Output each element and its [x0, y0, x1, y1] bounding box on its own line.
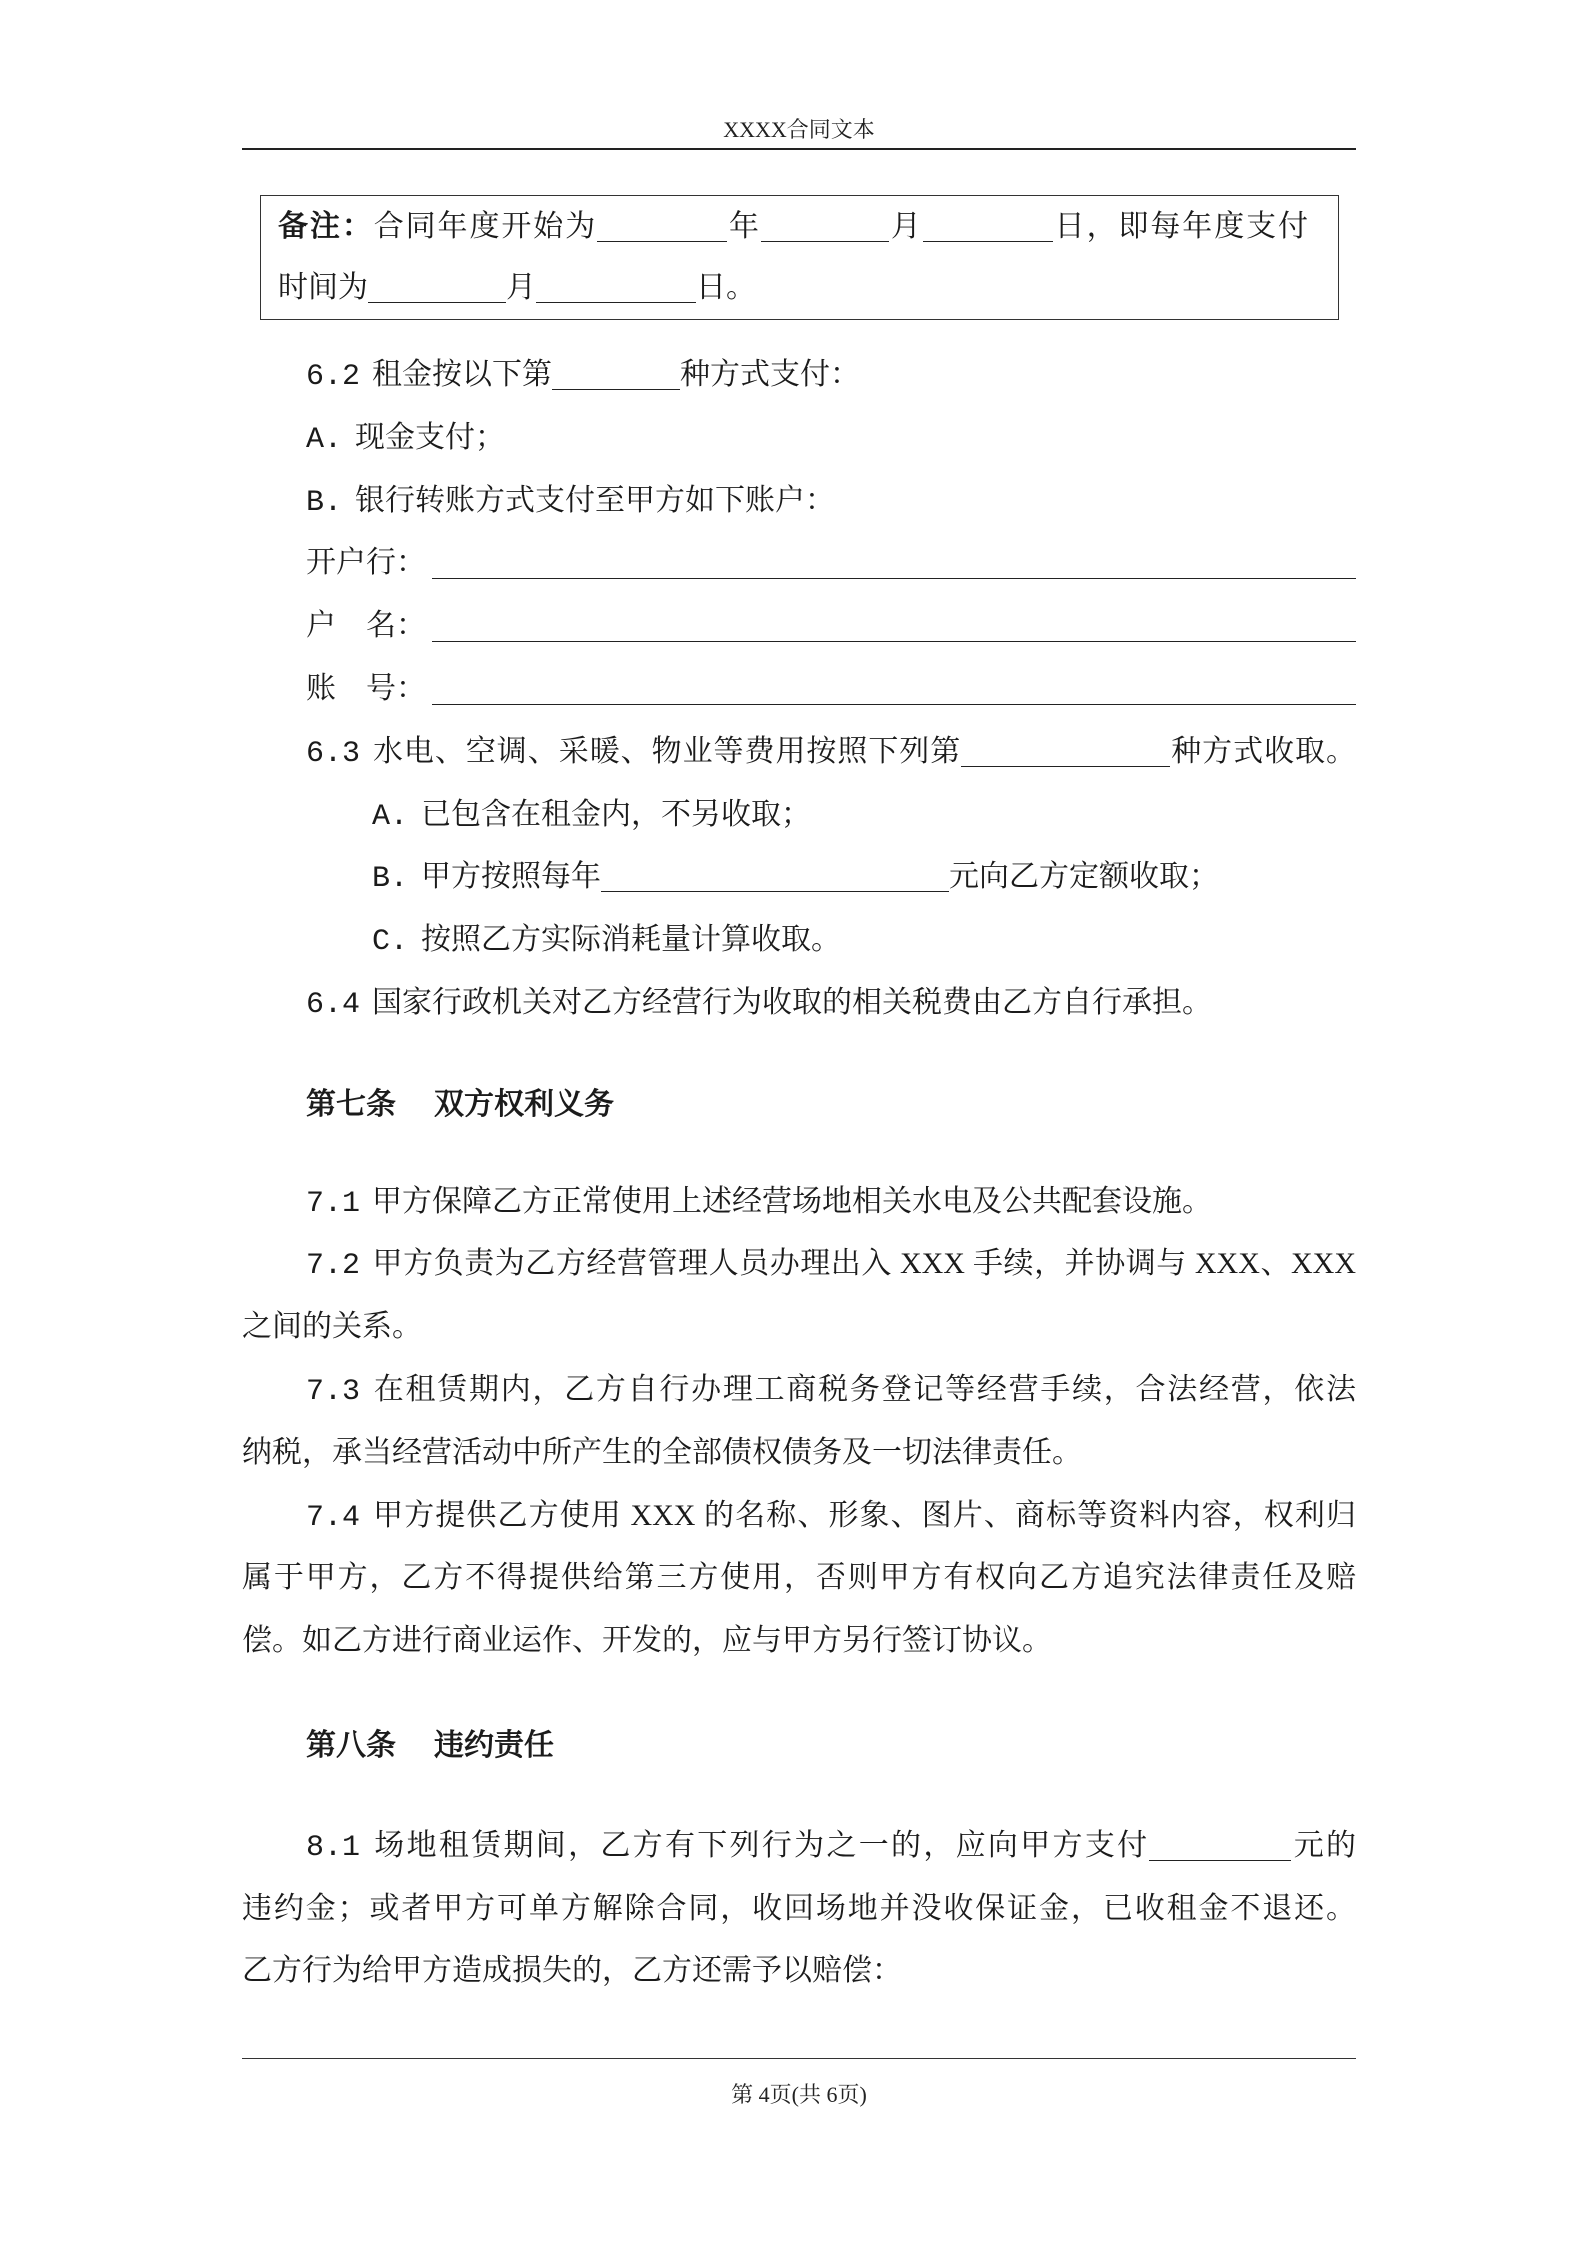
option-text: 甲方按照每年 — [421, 860, 601, 894]
clause-7-4-cont — [242, 1610, 1356, 1673]
note-box — [260, 195, 1339, 320]
clause-text: 之间的关系。 — [242, 1310, 422, 1344]
option-letter: B. — [372, 862, 409, 897]
article-label: 第七条 — [306, 1087, 396, 1121]
option-text: 元向乙方定额收取； — [949, 860, 1219, 894]
clause-text: 场地租赁期间，乙方有下列行为之一的，应向甲方支付 — [372, 1828, 1150, 1862]
clause-6-3-option-a — [242, 784, 1356, 847]
clause-number: 8.1 — [306, 1830, 361, 1865]
clause-number: 7.1 — [306, 1186, 361, 1221]
clause-text: 偿。如乙方进行商业运作、开发的，应与甲方另行签订协议。 — [242, 1624, 1052, 1658]
clause-7-4-cont — [242, 1547, 1356, 1610]
blank-field — [432, 532, 1356, 579]
clause-8-1-cont — [242, 1940, 1356, 2003]
note-text: 日。 — [696, 271, 756, 304]
note-line-2 — [278, 257, 1308, 318]
clause-number: 6.3 — [306, 736, 361, 771]
clause-7-1 — [242, 1171, 1356, 1234]
option-letter: C. — [372, 925, 409, 960]
blank-field — [1149, 1860, 1291, 1861]
note-text: 月 — [506, 271, 536, 304]
article-8-heading — [242, 1715, 1356, 1778]
clause-text: 国家行政机关对乙方经营行为收取的相关税费由乙方自行承担。 — [372, 985, 1212, 1019]
blank-field — [601, 891, 949, 892]
clause-text: 种方式收取。 — [1170, 734, 1357, 768]
account-number-line — [242, 658, 1356, 721]
note-label: 备注： — [278, 210, 374, 243]
clause-text: 甲方提供乙方使用 XXX 的名称、形象、图片、商标等资料内容，权利归 — [372, 1498, 1356, 1532]
document-body — [242, 344, 1356, 2003]
clause-text: 租金按以下第 — [372, 358, 552, 391]
option-letter: A. — [306, 422, 343, 457]
option-letter: A. — [372, 799, 409, 834]
account-bank-line — [242, 532, 1356, 595]
option-letter: B. — [306, 485, 343, 520]
clause-text: 纳税，承当经营活动中所产生的全部债权债务及一切法律责任。 — [242, 1435, 1082, 1469]
blank-field — [961, 766, 1170, 767]
clause-6-3 — [242, 721, 1356, 784]
clause-6-2 — [242, 344, 1356, 407]
note-text: 月 — [888, 210, 923, 243]
account-bank-label: 开户行： — [306, 546, 426, 580]
clause-number: 7.2 — [306, 1249, 361, 1284]
note-text: 日，即每年度支付 — [1052, 210, 1309, 243]
option-text: 现金支付； — [355, 420, 505, 454]
clause-text: 在租赁期内，乙方自行办理工商税务登记等经营手续，合法经营，依法 — [372, 1372, 1356, 1406]
account-name-line — [242, 595, 1356, 658]
clause-6-4 — [242, 972, 1356, 1035]
blank-field — [432, 658, 1356, 705]
blank-field — [368, 302, 506, 303]
clause-7-3 — [242, 1359, 1356, 1422]
footer-rule — [242, 2058, 1356, 2059]
clause-6-2-option-a — [242, 407, 1356, 470]
blank-field — [761, 241, 889, 242]
article-title: 违约责任 — [434, 1728, 554, 1762]
blank-field — [923, 241, 1053, 242]
account-name-label: 户 名： — [306, 609, 426, 643]
clause-8-1-cont — [242, 1878, 1356, 1941]
blank-field — [597, 241, 727, 242]
option-text: 银行转账方式支付至甲方如下账户： — [355, 483, 835, 517]
clause-number: 7.4 — [306, 1500, 361, 1535]
clause-text: 违约金；或者甲方可单方解除合同，收回场地并没收保证金，已收租金不退还。 — [242, 1891, 1356, 1925]
note-line-1 — [278, 196, 1308, 257]
clause-6-3-option-c — [242, 909, 1356, 972]
option-text: 已包含在租金内，不另收取； — [421, 797, 811, 831]
clause-text: 水电、空调、采暖、物业等费用按照下列第 — [372, 734, 962, 768]
clause-number: 6.4 — [306, 987, 361, 1022]
clause-8-1 — [242, 1815, 1356, 1878]
note-text: 时间为 — [278, 271, 368, 304]
article-7-heading — [242, 1074, 1356, 1137]
note-text: 年 — [727, 210, 761, 243]
account-number-label: 账 号： — [306, 671, 426, 705]
article-label: 第八条 — [306, 1728, 396, 1762]
clause-text: 甲方保障乙方正常使用上述经营场地相关水电及公共配套设施。 — [372, 1184, 1212, 1218]
note-text: 合同年度开始为 — [373, 210, 598, 243]
page-number: 第 4页(共 6页) — [731, 2082, 867, 2107]
article-title: 双方权利义务 — [434, 1087, 614, 1121]
option-text: 按照乙方实际消耗量计算收取。 — [421, 923, 841, 957]
clause-7-4 — [242, 1485, 1356, 1548]
clause-6-3-option-b — [242, 846, 1356, 909]
clause-text: 乙方行为给甲方造成损失的，乙方还需予以赔偿： — [242, 1954, 902, 1988]
clause-6-2-option-b — [242, 470, 1356, 533]
header-title: XXXX合同文本 — [723, 117, 875, 142]
clause-number: 7.3 — [306, 1374, 361, 1409]
clause-text: 属于甲方，乙方不得提供给第三方使用，否则甲方有权向乙方追究法律责任及赔 — [242, 1561, 1356, 1595]
clause-7-2-cont — [242, 1296, 1356, 1359]
blank-field — [536, 302, 696, 303]
clause-text: 种方式支付： — [680, 358, 860, 391]
clause-7-3-cont — [242, 1422, 1356, 1485]
blank-field — [432, 595, 1356, 642]
clause-7-2 — [242, 1233, 1356, 1296]
blank-field — [552, 389, 680, 390]
clause-text: 元的 — [1291, 1828, 1357, 1862]
clause-text: 甲方负责为乙方经营管理人员办理出入 XXX 手续，并协调与 XXX、XXX — [372, 1247, 1356, 1281]
clause-number: 6.2 — [306, 360, 361, 394]
header-rule — [242, 148, 1356, 150]
